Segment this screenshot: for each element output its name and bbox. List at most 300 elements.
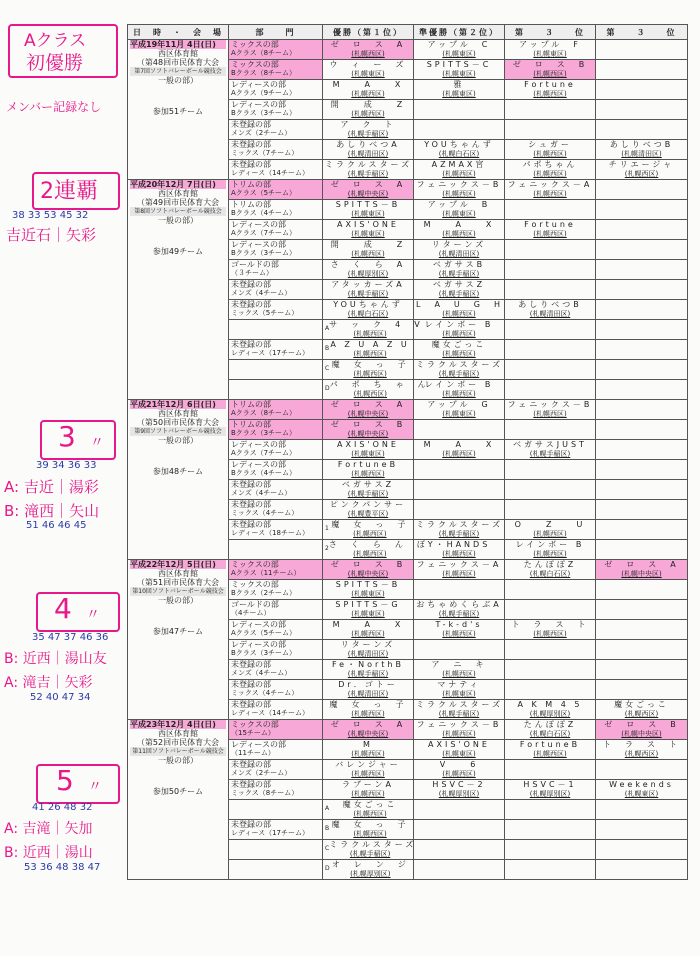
team-region: [598, 230, 685, 239]
team-region: (札幌厚別区): [350, 870, 391, 878]
team-region: [598, 250, 685, 259]
division-name: レディースの部: [231, 440, 286, 449]
group-letter: D: [325, 385, 330, 392]
team-region: [507, 510, 593, 519]
event-tag: 第8回ソフトバレーボール競技会: [130, 207, 226, 216]
result-cell: [505, 280, 596, 300]
result-cell: [414, 560, 505, 580]
result-cell: [414, 600, 505, 620]
division-class: ミックス（4チーム）: [231, 509, 299, 517]
division-cell: [229, 500, 323, 520]
team-name: フェニックス－B: [507, 400, 593, 409]
division-class: メンズ（2チーム）: [231, 129, 292, 137]
team-region: [507, 250, 593, 259]
team-name: フェニックス－B: [416, 180, 502, 189]
group-letter: C: [325, 365, 330, 372]
team-name: [507, 580, 593, 590]
annotation-nums-5b: 53 36 48 38 47: [24, 862, 101, 873]
event-general: 一般の部）: [158, 216, 198, 225]
team-region: (札幌東区): [351, 230, 385, 238]
division-class: Aクラス（9チーム）: [231, 89, 297, 97]
result-cell: [505, 120, 596, 140]
annotation-members-5b: B: 近西｜湯山: [4, 845, 93, 861]
event-cell: [128, 720, 229, 880]
team-name: 魔 女 っ 子: [331, 360, 409, 369]
result-cell: [505, 700, 596, 720]
annotation-four: 4: [54, 592, 72, 625]
event-cell: [128, 400, 229, 560]
result-cell: [323, 480, 414, 500]
team-region: (札幌中央区): [347, 410, 389, 418]
result-cell: [596, 300, 688, 320]
team-name: FortuneB: [519, 740, 581, 749]
result-cell: [596, 280, 688, 300]
event-cell: [128, 560, 229, 720]
team-name: ゼ ロ ス B: [330, 420, 406, 429]
division-cell: [229, 340, 323, 360]
team-name: Weekends: [609, 780, 674, 789]
team-region: (札幌西区): [533, 90, 567, 98]
team-name: [598, 240, 685, 250]
division-cell: [229, 300, 323, 320]
team-region: [598, 590, 685, 599]
team-name: [598, 480, 685, 490]
team-name: シュガー: [528, 140, 572, 149]
team-name: ゼ ロ ス A: [330, 720, 406, 729]
team-region: (札幌西区): [442, 350, 476, 358]
team-region: [507, 210, 593, 219]
team-name: [598, 440, 685, 450]
team-region: (札幌西区): [533, 630, 567, 638]
team-name: O Z U: [514, 520, 586, 529]
result-cell: [505, 40, 596, 60]
annotation-nums-3: 39 34 36 33: [36, 460, 97, 471]
result-cell: [505, 640, 596, 660]
division-class: Bクラス（3チーム）: [231, 109, 297, 117]
team-region: [507, 390, 593, 399]
team-region: (札幌西区): [351, 750, 385, 758]
team-region: [507, 330, 593, 339]
division-class: Bクラス（8チーム）: [231, 69, 297, 77]
division-class: Aクラス（8チーム）: [231, 409, 297, 417]
team-name: HSVC－1: [523, 780, 577, 789]
team-name: [416, 580, 502, 590]
team-name: [416, 120, 502, 130]
table-row: [128, 400, 688, 420]
division-name: レディースの部: [231, 460, 286, 469]
team-region: [598, 290, 685, 299]
team-region: [507, 850, 593, 859]
result-cell: [596, 600, 688, 620]
team-name: ミラクルスターズ: [325, 160, 413, 169]
team-region: (札幌西区): [533, 230, 567, 238]
annotation-first-win: 初優勝: [26, 52, 84, 74]
division-name: 未登録の部: [231, 760, 271, 769]
division-cell: [229, 800, 323, 820]
event-venue: 西区体育館: [158, 409, 198, 418]
team-name: [598, 520, 685, 530]
team-region: (札幌西区): [351, 50, 385, 58]
result-cell: [596, 80, 688, 100]
team-name: [598, 260, 685, 270]
header-division: 部 門: [229, 25, 323, 40]
team-region: (札幌東区): [351, 210, 385, 218]
team-name: 魔 女 っ 子: [331, 820, 409, 829]
result-cell: [414, 400, 505, 420]
event-meet: （第50回市民体育大会: [136, 418, 220, 427]
event-venue: 西区体育館: [158, 729, 198, 738]
team-name: 開 成 Z: [330, 240, 406, 249]
division-cell: [229, 480, 323, 500]
result-cell: [323, 700, 414, 720]
result-cell: [505, 740, 596, 760]
result-cell: [596, 380, 688, 400]
result-cell: [596, 760, 688, 780]
team-name: ゼ ロ ス B: [604, 720, 679, 729]
division-cell: [229, 360, 323, 380]
team-region: (札幌西区): [351, 90, 385, 98]
result-cell: [323, 720, 414, 740]
division-name: レディースの部: [231, 220, 286, 229]
team-name: M A X: [423, 220, 495, 229]
team-region: [416, 470, 502, 479]
team-name: [507, 460, 593, 470]
result-cell: [505, 480, 596, 500]
team-region: [598, 270, 685, 279]
team-region: (札幌西区): [353, 390, 388, 398]
result-cell: [414, 280, 505, 300]
result-cell: [596, 500, 688, 520]
team-name: A K M 4 5: [517, 700, 583, 709]
result-cell: [414, 820, 505, 840]
team-region: [598, 490, 685, 499]
team-region: [507, 610, 593, 619]
result-cell: [505, 380, 596, 400]
team-name: ト ラ ス ト: [603, 740, 680, 749]
team-region: (札幌白石区): [529, 730, 571, 738]
team-region: [416, 590, 502, 599]
results-body: [128, 40, 688, 880]
team-name: [507, 840, 593, 850]
team-name: [416, 420, 502, 430]
team-name: ピンクパンサー: [329, 500, 407, 509]
team-region: (札幌中央区): [347, 190, 389, 198]
result-cell: [323, 440, 414, 460]
annotation-ditto-3: 〃: [90, 435, 104, 451]
team-region: (札幌清田区): [347, 690, 389, 698]
division-class: Aクラス（5チーム）: [231, 629, 297, 637]
result-cell: [596, 800, 688, 820]
team-name: SPITTS－C: [426, 60, 492, 69]
result-cell: [323, 680, 414, 700]
team-name: [507, 660, 593, 670]
team-name: HSVC－2: [432, 780, 486, 789]
result-cell: [596, 520, 688, 540]
team-name: アップル G: [427, 400, 491, 409]
result-cell: [323, 360, 414, 380]
team-region: [598, 810, 685, 819]
division-cell: [229, 860, 323, 880]
team-region: [598, 550, 685, 559]
team-region: (札幌西区): [533, 550, 567, 558]
team-region: (札幌手稲区): [438, 290, 480, 298]
division-name: 未登録の部: [231, 500, 271, 509]
team-region: (札幌東区): [442, 90, 476, 98]
team-region: (札幌西区): [533, 170, 567, 178]
team-region: (札幌白石区): [529, 570, 571, 578]
result-cell: [414, 140, 505, 160]
team-name: パポちゃん: [522, 160, 578, 169]
team-region: (札幌西区): [442, 230, 476, 238]
team-region: (札幌西区): [442, 190, 476, 198]
team-name: [507, 480, 593, 490]
result-cell: [323, 240, 414, 260]
result-cell: [323, 860, 414, 880]
team-name: 魔女ごっこ: [431, 340, 487, 349]
team-region: (札幌西区): [442, 550, 476, 558]
team-region: (札幌西区): [442, 630, 476, 638]
division-class: レディース（14チーム）: [231, 169, 309, 177]
team-region: [598, 630, 685, 639]
result-cell: [323, 580, 414, 600]
event-date: 平成23年12月 4日(日): [130, 720, 226, 729]
results-table: [127, 24, 688, 880]
team-name: M A X: [332, 80, 404, 89]
result-cell: [505, 600, 596, 620]
result-cell: [323, 120, 414, 140]
result-cell: [505, 160, 596, 180]
team-region: (札幌西区): [442, 390, 476, 398]
division-name: ミックスの部: [231, 60, 279, 69]
team-region: [507, 270, 593, 279]
table-row: [128, 40, 688, 60]
annotation-a-class: Aクラス: [24, 31, 87, 51]
team-region: [507, 830, 593, 839]
team-region: [598, 370, 685, 379]
division-cell: [229, 580, 323, 600]
result-cell: [323, 380, 429, 400]
division-name: レディースの部: [231, 640, 286, 649]
team-region: [598, 190, 685, 199]
team-region: [507, 470, 593, 479]
team-region: [507, 650, 593, 659]
result-cell: [505, 720, 596, 740]
result-cell: [505, 400, 596, 420]
team-region: [598, 870, 685, 879]
team-region: (札幌清田区): [347, 650, 389, 658]
annotation-nums-3b: 51 46 46 45: [26, 520, 87, 531]
division-cell: [229, 280, 323, 300]
team-region: (札幌西区): [442, 730, 476, 738]
team-region: (札幌西区): [533, 750, 567, 758]
division-cell: [229, 100, 323, 120]
result-cell: [505, 580, 596, 600]
division-cell: [229, 220, 323, 240]
result-cell: [505, 840, 596, 860]
division-name: レディースの部: [231, 80, 286, 89]
result-cell: [414, 300, 505, 320]
team-region: (札幌西区): [533, 530, 567, 538]
division-cell: [229, 180, 323, 200]
team-region: (札幌西区): [442, 170, 476, 178]
team-name: [507, 380, 593, 390]
header-first: 優勝（第１位）: [323, 25, 414, 40]
result-cell: [323, 60, 414, 80]
result-cell: [414, 500, 505, 520]
team-name: ミラクルスターズ: [416, 520, 504, 529]
division-class: メンズ（4チーム）: [231, 289, 292, 297]
team-region: (札幌中央区): [621, 570, 662, 578]
team-region: (札幌西区): [442, 770, 476, 778]
division-name: レディースの部: [231, 740, 286, 749]
result-cell: [596, 140, 688, 160]
team-name: [507, 640, 593, 650]
event-general: 一般の部）: [158, 436, 198, 445]
team-region: [416, 870, 502, 879]
event-general: 一般の部）: [158, 76, 198, 85]
division-name: トリムの部: [231, 400, 271, 409]
header-third-a: 第 ３ 位: [505, 25, 596, 40]
team-name: [598, 280, 685, 290]
group-letter: B: [325, 345, 330, 352]
team-region: (札幌東区): [351, 610, 385, 618]
event-general: 一般の部）: [158, 756, 198, 765]
event-meet: （第49回市民体育大会: [136, 198, 220, 207]
result-cell: [414, 200, 505, 220]
team-name: バレンジャー: [335, 760, 401, 769]
team-region: [507, 110, 593, 119]
team-region: [507, 430, 593, 439]
division-class: Bクラス（4チーム）: [231, 209, 297, 217]
team-name: リターンズ: [340, 640, 396, 649]
team-name: ベガサスB: [432, 260, 486, 269]
event-venue: 西区体育館: [158, 49, 198, 58]
team-name: マナティ: [437, 680, 481, 689]
result-cell: [596, 180, 688, 200]
result-cell: [323, 400, 414, 420]
result-cell: [414, 720, 505, 740]
result-cell: [596, 540, 688, 560]
annotation-members-5a: A: 吉滝｜矢加: [4, 821, 93, 837]
team-region: (札幌西区): [442, 670, 476, 678]
result-cell: [596, 60, 688, 80]
division-class: ミックス（8チーム）: [231, 789, 299, 797]
team-name: [507, 360, 593, 370]
division-cell: [229, 160, 323, 180]
division-class: Aクラス（11チーム）: [231, 569, 301, 577]
team-region: (札幌手稲区): [347, 130, 389, 138]
team-region: (札幌東区): [351, 70, 385, 78]
result-cell: [323, 620, 414, 640]
result-cell: [505, 860, 596, 880]
team-region: (札幌西区): [353, 810, 387, 818]
result-cell: [414, 180, 505, 200]
team-name: 開 成 Z: [330, 100, 406, 109]
team-name: Dr．ゴトー: [338, 680, 398, 689]
result-cell: [505, 780, 596, 800]
team-name: FortuneB: [337, 460, 399, 469]
division-cell: [229, 620, 323, 640]
team-name: ベガサスJUST: [513, 440, 587, 449]
event-participants: 参加49チーム: [152, 247, 204, 256]
team-name: [598, 420, 685, 430]
result-cell: [414, 780, 505, 800]
result-cell: [596, 440, 688, 460]
division-class: Aクラス（5チーム）: [231, 189, 297, 197]
event-tag: 第9回ソフトバレーボール競技会: [130, 427, 226, 436]
team-name: さ く ら ん ぼ: [328, 540, 428, 549]
division-class: Aクラス（7チーム）: [231, 229, 297, 237]
result-cell: [505, 420, 596, 440]
division-name: 未登録の部: [231, 280, 271, 289]
team-name: [598, 60, 685, 70]
team-name: ベガサスZ: [432, 280, 486, 289]
group-letter: A: [325, 325, 330, 332]
result-cell: [414, 80, 505, 100]
division-name: 未登録の部: [231, 340, 271, 349]
team-name: あしりべつA: [336, 140, 400, 149]
header-third-b: 第 ３ 位: [596, 25, 688, 40]
team-name: [598, 760, 685, 770]
team-name: [598, 80, 685, 90]
division-name: 未登録の部: [231, 700, 271, 709]
team-name: [507, 320, 593, 330]
team-region: [598, 70, 685, 79]
team-name: アタッカーズA: [331, 280, 405, 289]
team-region: (札幌東区): [624, 790, 659, 798]
team-region: [416, 510, 502, 519]
team-name: オ レ ン ジ: [331, 860, 409, 869]
event-venue: 西区体育館: [158, 189, 198, 198]
division-cell: [229, 840, 323, 860]
annotation-ditto-4: 〃: [86, 607, 100, 623]
division-cell: [229, 700, 323, 720]
team-region: [598, 390, 685, 399]
result-cell: [505, 220, 596, 240]
annotation-box-3: [40, 420, 116, 460]
team-region: [598, 610, 685, 619]
result-cell: [505, 440, 596, 460]
annotation-members-3b: B: 滝西｜矢山: [4, 502, 100, 520]
header-row: [128, 25, 688, 40]
group-letter: C: [325, 845, 330, 852]
team-name: M A X: [423, 440, 495, 449]
team-region: (札幌白石区): [438, 150, 480, 158]
division-cell: [229, 260, 323, 280]
division-cell: [229, 760, 323, 780]
result-cell: [596, 580, 688, 600]
team-region: (札幌中央区): [347, 430, 389, 438]
group-letter: 1: [325, 525, 329, 532]
division-cell: [229, 380, 323, 400]
team-region: [598, 690, 685, 699]
team-name: ミラクルスターズ: [416, 700, 504, 709]
result-cell: [505, 520, 596, 540]
result-cell: [505, 820, 596, 840]
division-class: メンズ（4チーム）: [231, 489, 292, 497]
result-cell: [596, 620, 688, 640]
team-region: [416, 810, 502, 819]
event-tag: 第10回ソフトバレーボール競技会: [130, 587, 226, 596]
result-cell: [414, 360, 505, 380]
team-name: ラブーンA: [341, 780, 395, 789]
result-cell: [505, 320, 596, 340]
division-class: Bクラス（4チーム）: [231, 469, 297, 477]
result-cell: [596, 160, 688, 180]
result-cell: [323, 500, 414, 520]
team-name: [416, 460, 502, 470]
result-cell: [505, 140, 596, 160]
